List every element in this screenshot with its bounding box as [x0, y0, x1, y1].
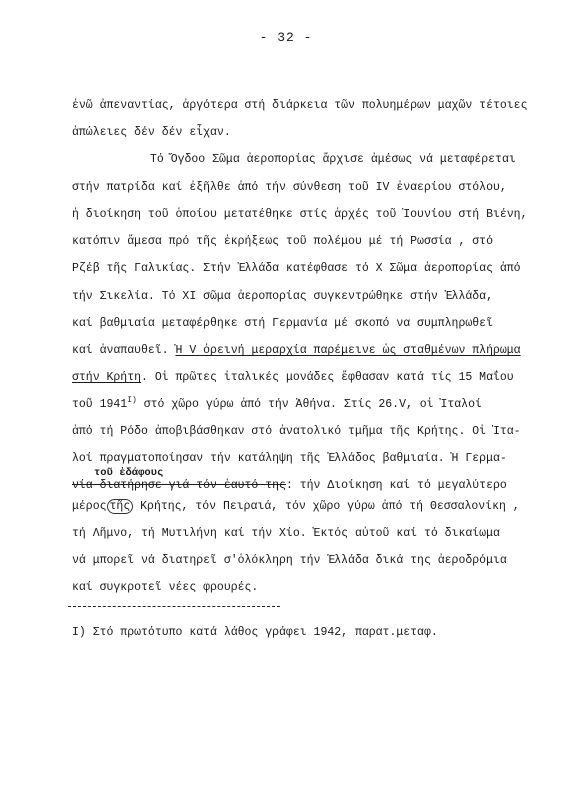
- text-segment: καί ἀναπαυθεῖ.: [72, 344, 169, 357]
- text-segment: . Οἱ πρῶτες ἰταλικές μονάδες ἔφθασαν κατά τίς 15 Μαΐου: [141, 371, 514, 384]
- text-segment: : τήν Διοίκηση καί τό μεγαλύτερο: [285, 479, 507, 492]
- text-line: [72, 478, 507, 494]
- circled-text: τῆς: [107, 499, 134, 514]
- footnote: I) Στό πρωτότυπο κατά λάθος γράφει 1942, παρατ.μεταφ.: [72, 626, 438, 639]
- text-line: [72, 343, 521, 359]
- text-line: καί συγκροτεῖ νέες φρουρές.: [72, 581, 259, 594]
- footnote-divider: [68, 606, 280, 607]
- text-line: λοί πραγματοποίησαν τήν κατάληψη τῆς Ἑλλάδος βαθμιαία. Ἡ Γερμα-: [72, 452, 507, 465]
- text-line: Τό Ὄγδοο Σῶμα ἀεροπορίας ἄρχισε ἀμέσως νά μεταφέρεται: [150, 153, 516, 166]
- text-line: νά μπορεῖ νά διατηρεῖ σ'ὁλόκληρη τήν Ἑλλάδα δικά της ἀεροδρόμια: [72, 554, 507, 567]
- footnote-marker: I): [127, 396, 137, 406]
- text-segment: μέρος: [72, 500, 107, 513]
- text-line: [72, 370, 514, 386]
- text-line: ἀπώλειες δέν δέν εἶχαν.: [72, 126, 231, 139]
- page-number: - 32 -: [259, 30, 313, 45]
- text-line: ἐνῶ ἀπεναντίας, ἀργότερα στή διάρκεια τῶν πολυημέρων μαχῶν τέτοιες: [72, 99, 528, 112]
- text-line: καί βαθμιαία μεταφέρθηκε στή Γερμανία μέ σκοπό να συμπληρωθεῖ: [72, 317, 493, 330]
- text-line: στήν πατρίδα καί ἐξῆλθε ἀπό τήν σύνθεση τοῦ IV ἐναερίου στόλου,: [72, 181, 507, 194]
- text-line: ἡ διοίκηση τοῦ ὁποίου μετατέθηκε στίς ἀρχές τοῦ Ἰουνίου στή Βιένη,: [72, 208, 528, 221]
- text-line: [72, 499, 520, 515]
- text-segment: στό χῶρο γύρω ἀπό τήν Ἀθήνα. Στίς 26.V, οἱ Ἰταλοί: [136, 398, 482, 411]
- underlined-text: στήν Κρήτη: [72, 371, 142, 384]
- handwritten-insertion: τοῦ ἐδάφους: [94, 467, 164, 479]
- text-line: κατόπιν ἄμεσα πρό τῆς ἐκρήξεως τοῦ πολέμου μέ τή Ρωσσία , στό: [72, 235, 493, 248]
- text-segment: τοῦ 1941: [72, 398, 128, 411]
- text-line: ἀπό τή Ρόδο ἀποβιβάσθηκαν στό ἀνατολικό τμῆμα τῆς Κρήτης. Οἱ Ἰτα-: [72, 425, 521, 438]
- struck-text: νία διατήρησε γιά τόν ἑαυτό της: [72, 479, 286, 492]
- text-line: Ρζέβ τῆς Γαλικίας. Στήν Ἑλλάδα κατέφθασε τό Χ Σῶμα ἀεροπορίας ἀπό: [72, 262, 521, 275]
- text-line: [72, 397, 482, 413]
- text-line: τήν Σικελία. Τό XI σῶμα ἀεροπορίας συγκεντρώθηκε στήν Ἑλλάδα,: [72, 290, 493, 303]
- underlined-text: Ἡ V ὀρεινή μεραρχία παρέμεινε ὡς σταθμένων πλήρωμα: [175, 344, 521, 357]
- text-line: τή Λῆμνο, τή Μυτιλήνη καί τήν Χίο. Ἐκτός αὐτοῦ καί τό δικαίωμα: [72, 527, 500, 540]
- text-segment: Κρήτης, τόν Πειραιά, τόν χῶρο γύρω ἀπό τή Θεσσαλονίκη ,: [133, 500, 520, 513]
